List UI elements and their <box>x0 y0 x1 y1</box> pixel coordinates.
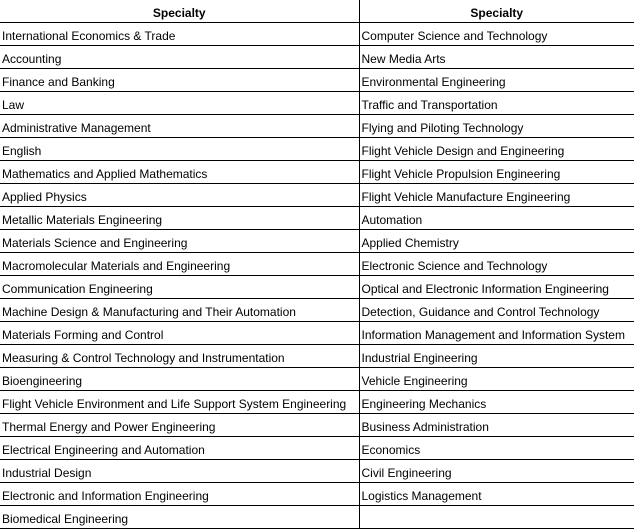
header-row <box>0 0 634 23</box>
specialty-cell-right: Logistics Management <box>359 483 634 506</box>
table-row <box>0 92 634 115</box>
table-body <box>0 23 634 529</box>
table-row <box>0 23 634 46</box>
specialty-cell-right: Flight Vehicle Design and Engineering <box>359 138 634 161</box>
specialty-cell-left: Electrical Engineering and Automation <box>0 437 359 460</box>
specialty-cell-right: Flight Vehicle Manufacture Engineering <box>359 184 634 207</box>
specialty-cell-left: Electronic and Information Engineering <box>0 483 359 506</box>
specialty-cell-right: Economics <box>359 437 634 460</box>
specialty-cell-right: Flight Vehicle Propulsion Engineering <box>359 161 634 184</box>
specialty-cell-right <box>359 506 634 529</box>
column-header-specialty-left: Specialty <box>0 0 359 23</box>
specialty-cell-right: Automation <box>359 207 634 230</box>
specialty-cell-left: Bioengineering <box>0 368 359 391</box>
specialty-cell-right: Business Administration <box>359 414 634 437</box>
table-row <box>0 437 634 460</box>
specialty-cell-left: Biomedical Engineering <box>0 506 359 529</box>
table-row <box>0 276 634 299</box>
table-row <box>0 253 634 276</box>
table-row <box>0 184 634 207</box>
specialty-cell-right: Vehicle Engineering <box>359 368 634 391</box>
table-row <box>0 69 634 92</box>
table-row <box>0 460 634 483</box>
specialty-cell-left: Measuring & Control Technology and Instrumentation <box>0 345 359 368</box>
specialty-cell-left: Mathematics and Applied Mathematics <box>0 161 359 184</box>
table-row <box>0 391 634 414</box>
specialty-cell-left: Applied Physics <box>0 184 359 207</box>
specialty-cell-left: Industrial Design <box>0 460 359 483</box>
specialty-cell-left: Thermal Energy and Power Engineering <box>0 414 359 437</box>
specialty-cell-right: Traffic and Transportation <box>359 92 634 115</box>
specialty-cell-left: English <box>0 138 359 161</box>
specialty-cell-right: Optical and Electronic Information Engineering <box>359 276 634 299</box>
specialty-cell-left: Materials Forming and Control <box>0 322 359 345</box>
specialty-cell-left: Metallic Materials Engineering <box>0 207 359 230</box>
table-row <box>0 322 634 345</box>
specialty-cell-right: Engineering Mechanics <box>359 391 634 414</box>
specialty-cell-left: Materials Science and Engineering <box>0 230 359 253</box>
specialty-cell-right: Detection, Guidance and Control Technology <box>359 299 634 322</box>
specialty-cell-left: International Economics & Trade <box>0 23 359 46</box>
specialty-cell-left: Communication Engineering <box>0 276 359 299</box>
table-row <box>0 368 634 391</box>
specialty-cell-left: Macromolecular Materials and Engineering <box>0 253 359 276</box>
specialty-cell-right: New Media Arts <box>359 46 634 69</box>
table-row <box>0 299 634 322</box>
specialty-cell-right: Information Management and Information System <box>359 322 634 345</box>
specialty-cell-right: Flying and Piloting Technology <box>359 115 634 138</box>
table-row <box>0 161 634 184</box>
column-header-specialty-right: Specialty <box>359 0 634 23</box>
specialty-cell-left: Machine Design & Manufacturing and Their Automation <box>0 299 359 322</box>
table-row <box>0 46 634 69</box>
table-row <box>0 207 634 230</box>
specialty-cell-left: Law <box>0 92 359 115</box>
specialty-cell-left: Accounting <box>0 46 359 69</box>
specialty-cell-right: Environmental Engineering <box>359 69 634 92</box>
table-row <box>0 345 634 368</box>
specialty-cell-right: Electronic Science and Technology <box>359 253 634 276</box>
table-row <box>0 483 634 506</box>
specialty-cell-right: Industrial Engineering <box>359 345 634 368</box>
table-row <box>0 506 634 529</box>
specialty-cell-left: Administrative Management <box>0 115 359 138</box>
specialty-cell-right: Civil Engineering <box>359 460 634 483</box>
table-row <box>0 414 634 437</box>
specialty-cell-right: Applied Chemistry <box>359 230 634 253</box>
table-row <box>0 115 634 138</box>
table-row <box>0 138 634 161</box>
specialty-cell-left: Flight Vehicle Environment and Life Support System Engineering <box>0 391 359 414</box>
table-row <box>0 230 634 253</box>
specialty-cell-left: Finance and Banking <box>0 69 359 92</box>
specialty-cell-right: Computer Science and Technology <box>359 23 634 46</box>
